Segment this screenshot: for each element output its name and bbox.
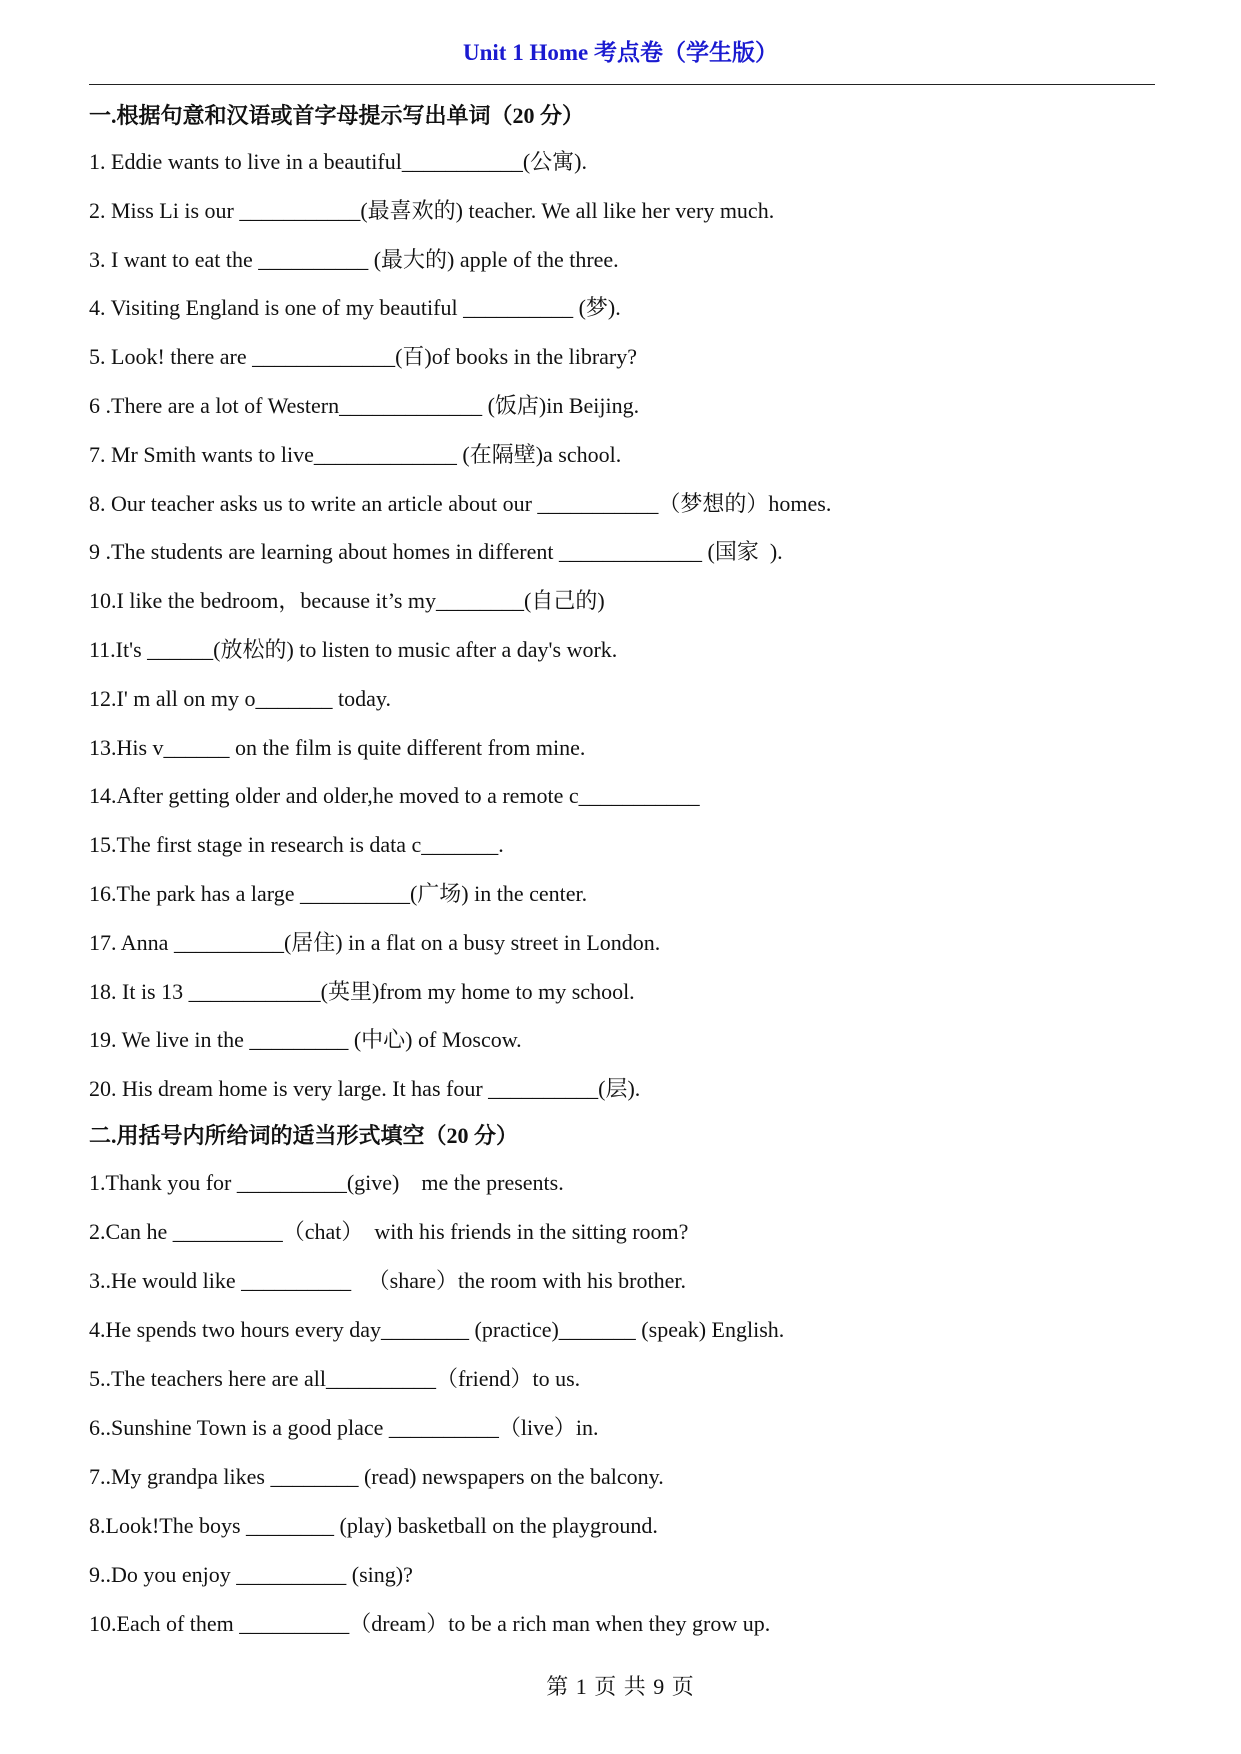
question-item: 13.His v______ on the film is quite different from mine. (89, 734, 586, 760)
question-item: 19. We live in the _________ (中心) of Moscow. (89, 1027, 522, 1053)
question-item: 2.Can he __________（chat） with his friends in the sitting room? (89, 1218, 689, 1244)
question-item: 12.I' m all on my o_______ today. (89, 685, 391, 711)
question-item: 17. Anna __________(居住) in a flat on a busy street in London. (89, 929, 661, 955)
question-item: 20. His dream home is very large. It has four __________(层). (89, 1076, 641, 1102)
question-item: 18. It is 13 ____________(英里)from my home to my school. (89, 978, 635, 1004)
question-item: 4. Visiting England is one of my beautiful __________ (梦). (89, 295, 621, 321)
section-1-title: 一.根据句意和汉语或首字母提示写出单词（20 分） (89, 103, 585, 128)
question-item: 15.The first stage in research is data c_______. (89, 832, 504, 858)
question-item: 6 .There are a lot of Western_____________ (饭店)in Beijing. (89, 392, 640, 418)
question-item: 5..The teachers here are all__________（friend）to us. (89, 1365, 581, 1391)
question-item: 2. Miss Li is our ___________(最喜欢的) teacher. We all like her very much. (89, 197, 775, 223)
question-item: 5. Look! there are _____________(百)of books in the library? (89, 344, 638, 370)
section-1 (89, 94, 1155, 1114)
question-item: 4.He spends two hours every day________ (practice)_______ (speak) English. (89, 1316, 785, 1342)
question-item: 9..Do you enjoy __________ (sing)? (89, 1561, 413, 1587)
question-item: 16.The park has a large __________(广场) in the center. (89, 880, 588, 906)
page-number: 第 1 页 共 9 页 (546, 1674, 695, 1699)
question-item: 6..Sunshine Town is a good place __________（live）in. (89, 1414, 599, 1440)
question-item: 14.After getting older and older,he moved to a remote c___________ (89, 783, 700, 809)
question-item: 10.Each of them __________（dream）to be a rich man when they grow up. (89, 1610, 771, 1636)
question-item: 1. Eddie wants to live in a beautiful___________(公寓). (89, 149, 587, 174)
question-item: 10.I like the bedroom，because it’s my________(自己的) (89, 588, 605, 614)
question-item: 1.Thank you for __________(give) me the presents. (89, 1169, 564, 1195)
question-item: 9 .The students are learning about homes in different _____________ (国家 ). (89, 539, 783, 565)
header-rule (89, 84, 1155, 85)
question-item: 3. I want to eat the __________ (最大的) apple of the three. (89, 246, 619, 272)
question-item: 11.It's ______(放松的) to listen to music after a day's work. (89, 636, 618, 662)
question-item: 7..My grandpa likes ________ (read) newspapers on the balcony. (89, 1463, 664, 1489)
question-item: 8. Our teacher asks us to write an article about our ___________（梦想的）homes. (89, 490, 832, 516)
page-header: Unit 1 Home 考点卷（学生版） (463, 40, 778, 65)
question-item: 7. Mr Smith wants to live_____________ (在隔壁)a school. (89, 441, 622, 467)
worksheet-content (89, 94, 1155, 1648)
question-item: 3..He would like __________ （share）the room with his brother. (89, 1267, 686, 1293)
section-2-title: 二.用括号内所给词的适当形式填空（20 分） (89, 1122, 519, 1148)
question-item: 8.Look!The boys ________ (play) basketball on the playground. (89, 1512, 658, 1538)
section-2 (89, 1114, 1155, 1648)
